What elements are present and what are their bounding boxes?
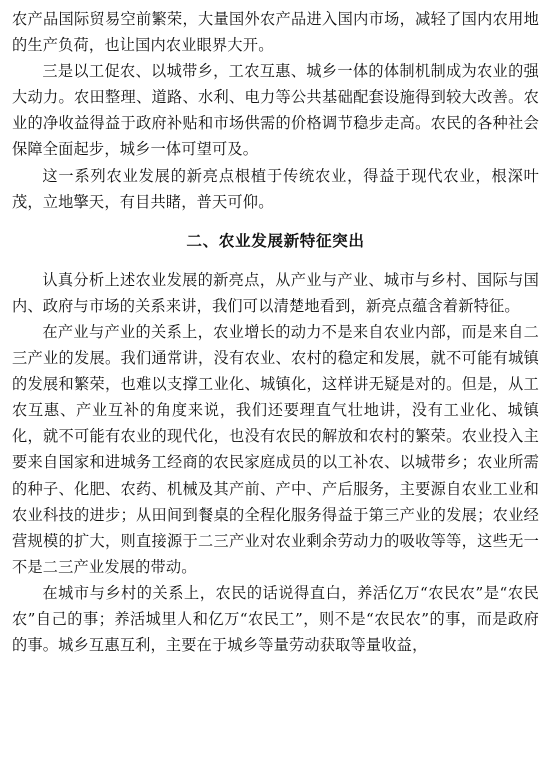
paragraph-2: 三是以工促农、以城带乡，工农互惠、城乡一体的体制机制成为农业的强大动力。农田整理、道路、水利、电力等公共基础配套设施得到较大改善。农业的净收益得益于政府补贴和市场供需的价格调节稳步走高。农民的各种社会保障全面起步，城乡一体可望可及。	[12, 62, 539, 159]
paragraph-5: 在产业与产业的关系上，农业增长的动力不是来自农业内部，而是来自二三产业的发展。我们通常讲，没有农业、农村的稳定和发展，就不可能有城镇的发展和繁荣，也难以支撑工业化、城镇化，这样讲无疑是对的。但是，从工农互惠、产业互补的角度来说，我们还要理直气壮地讲，没有工业化、城镇化，就不可能有农业的现代化，也没有农民的解放和农村的繁荣。农业投入主要来自国家和进城务工经商的农民家庭成员的以工补农、以城带乡；农业所需的种子、化肥、农药、机械及其产前、产中、产后服务，主要源自农业工业和农业科技的进步；从田间到餐桌的全程化服务得益于第三产业的发展；农业经营规模的扩大，则直接源于二三产业对农业剩余劳动力的吸收等等，这些无一不是二三产业发展的带动。	[12, 322, 539, 576]
document-page	[12, 6, 539, 658]
paragraph-1: 农产品国际贸易空前繁荣，大量国外农产品进入国内市场，减轻了国内农用地的生产负荷，也让国内农业眼界大开。	[12, 10, 539, 55]
paragraph-4: 认真分析上述农业发展的新亮点，从产业与产业、城市与乡村、国际与国内、政府与市场的关系来讲，我们可以清楚地看到，新亮点蕴含着新特征。	[12, 270, 539, 315]
section-heading: 二、农业发展新特征突出	[186, 230, 365, 250]
paragraph-3: 这一系列农业发展的新亮点根植于传统农业，得益于现代农业，根深叶茂，立地擎天，有目共睹，普天可仰。	[12, 166, 539, 211]
paragraph-6: 在城市与乡村的关系上，农民的话说得直白，养活亿万“农民农”是“农民农”自己的事；养活城里人和亿万“农民工”，则不是“农民农”的事，而是政府的事。城乡互惠互利，主要在于城乡等量劳动获取等量收益，	[12, 583, 539, 655]
